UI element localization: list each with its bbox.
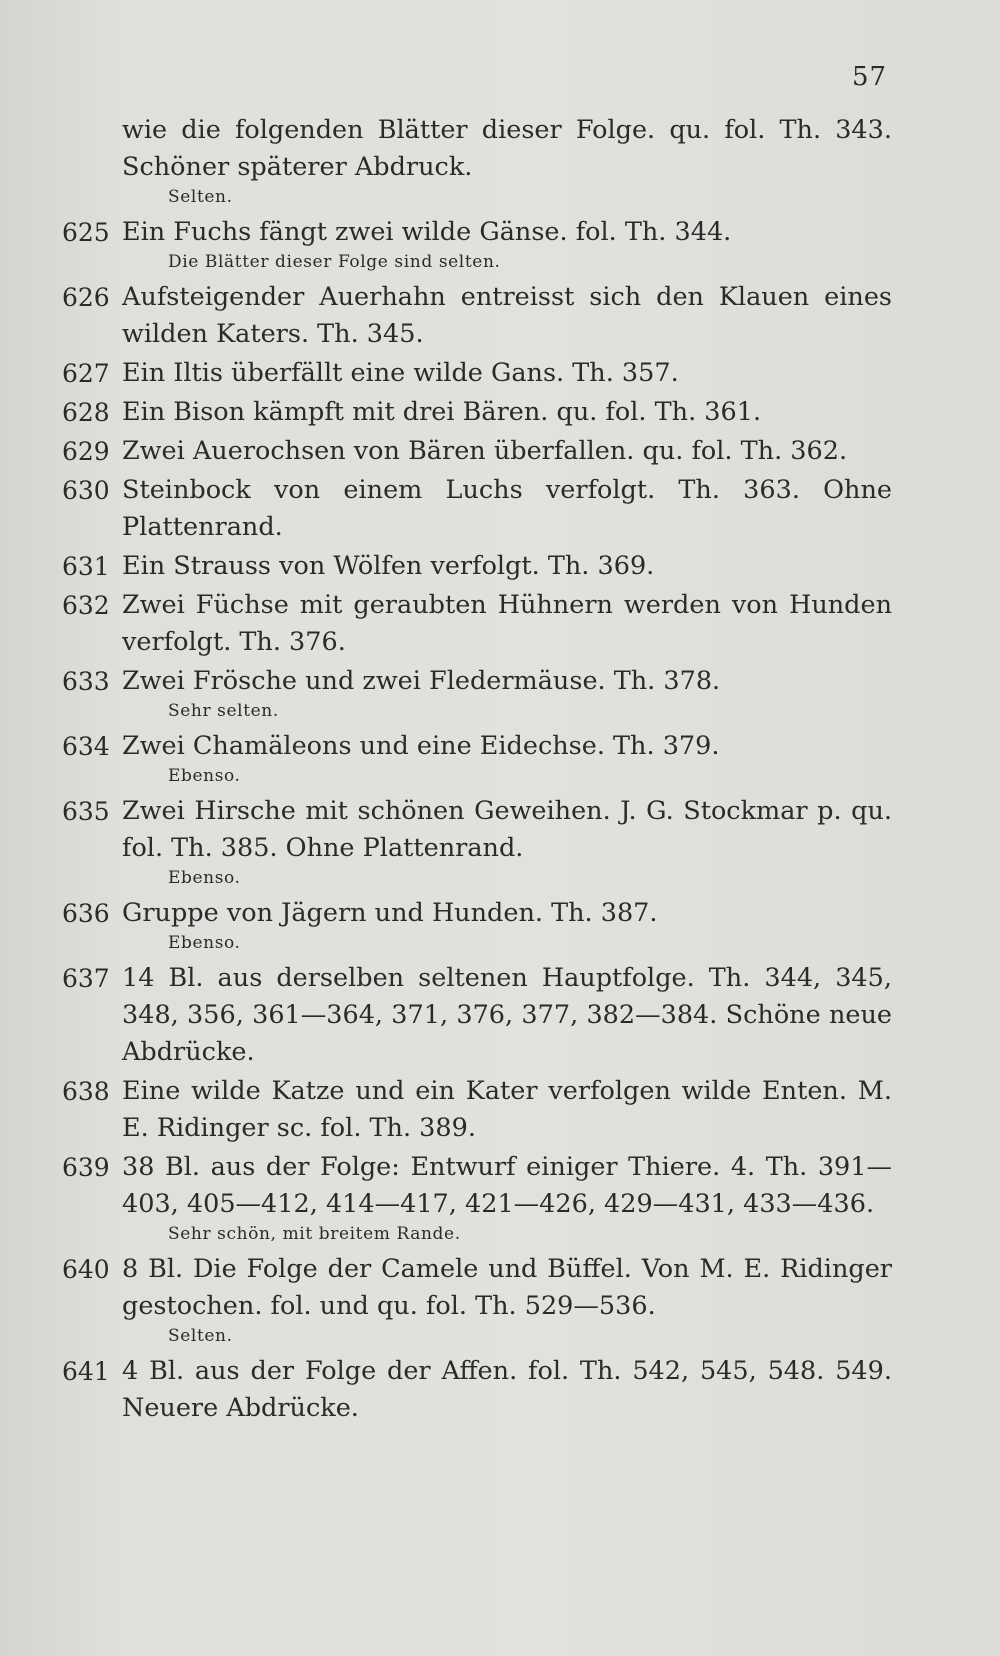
entry-number: 629 [62,437,110,466]
catalogue-entry [0,472,1000,546]
entry-text: Ein Iltis überfällt eine wilde Gans. Th. 357. [122,358,679,388]
catalogue-entry [0,1073,1000,1147]
entry-number: 628 [62,398,110,427]
catalogue-entries [0,112,1000,1429]
entry-number: 631 [62,552,110,581]
entry-text: 8 Bl. Die Folge der Camele und Büffel. Von M. E. Ridinger gestochen. fol. und qu. fol. Th. 529—536. [122,1254,892,1321]
entry-text: Zwei Füchse mit geraubten Hühnern werden von Hunden verfolgt. Th. 376. [122,590,892,657]
entry-text: Zwei Auerochsen von Bären überfallen. qu. fol. Th. 362. [122,436,848,466]
catalogue-entry [0,587,1000,661]
entry-text: Steinbock von einem Luchs verfolgt. Th. 363. Ohne Plattenrand. [122,475,892,542]
catalogue-entry [0,728,1000,789]
entry-text: Eine wilde Katze und ein Kater verfolgen wilde Enten. M. E. Ridinger sc. fol. Th. 389. [122,1076,892,1143]
entry-number: 636 [62,899,110,928]
entry-note: Selten. [168,1326,233,1346]
entry-text: Aufsteigender Auerhahn entreisst sich den Klauen eines wilden Katers. Th. 345. [122,282,892,349]
entry-text: 14 Bl. aus derselben seltenen Hauptfolge. Th. 344, 345, 348, 356, 361—364, 371, 376, 377, 382—384. Schöne neue Abdrücke. [122,963,892,1067]
catalogue-entry [0,1251,1000,1349]
catalogue-entry [0,433,1000,470]
entry-text: Ein Fuchs fängt zwei wilde Gänse. fol. Th. 344. [122,217,732,247]
catalogue-entry [0,1149,1000,1247]
catalogue-entry [0,1353,1000,1427]
entry-text: Zwei Frösche und zwei Fledermäuse. Th. 378. [122,666,721,696]
entry-note: Sehr schön, mit breitem Rande. [168,1224,461,1244]
entry-text: Gruppe von Jägern und Hunden. Th. 387. [122,898,658,928]
entry-text: 38 Bl. aus der Folge: Entwurf einiger Thiere. 4. Th. 391—403, 405—412, 414—417, 421—426, 429—431, 433—436. [122,1152,892,1219]
entry-number: 638 [62,1077,110,1106]
entry-note: Ebenso. [168,933,241,953]
catalogue-entry [0,355,1000,392]
catalogue-entry [0,548,1000,585]
page-number: 57 [852,62,888,92]
catalogue-entry [0,960,1000,1071]
entry-number: 640 [62,1255,110,1284]
entry-text: Ein Strauss von Wölfen verfolgt. Th. 369. [122,551,655,581]
entry-number: 635 [62,797,110,826]
entry-note: Ebenso. [168,766,241,786]
entry-note: Ebenso. [168,868,241,888]
entry-number: 630 [62,476,110,505]
catalogue-entry [0,793,1000,891]
entry-number: 641 [62,1357,110,1386]
entry-number: 634 [62,732,110,761]
entry-note: Die Blätter dieser Folge sind selten. [168,252,501,272]
entry-text: Zwei Chamäleons und eine Eidechse. Th. 379. [122,731,720,761]
catalogue-entry [0,895,1000,956]
entry-number: 625 [62,218,110,247]
entry-number: 633 [62,667,110,696]
catalogue-entry [0,214,1000,275]
entry-number: 627 [62,359,110,388]
entry-number: 639 [62,1153,110,1182]
catalogue-entry [0,394,1000,431]
catalogue-entry [0,112,1000,210]
entry-text: Zwei Hirsche mit schönen Geweihen. J. G. Stockmar p. qu. fol. Th. 385. Ohne Plattenrand. [122,796,892,863]
entry-text: wie die folgenden Blätter dieser Folge. qu. fol. Th. 343. Schöner späterer Abdruck. [122,115,892,182]
entry-text: 4 Bl. aus der Folge der Affen. fol. Th. 542, 545, 548. 549. Neuere Abdrücke. [122,1356,892,1423]
entry-number: 637 [62,964,110,993]
catalogue-entry [0,663,1000,724]
entry-number: 626 [62,283,110,312]
entry-text: Ein Bison kämpft mit drei Bären. qu. fol. Th. 361. [122,397,762,427]
entry-note: Sehr selten. [168,701,279,721]
catalogue-entry [0,279,1000,353]
entry-note: Selten. [168,187,233,207]
entry-number: 632 [62,591,110,620]
